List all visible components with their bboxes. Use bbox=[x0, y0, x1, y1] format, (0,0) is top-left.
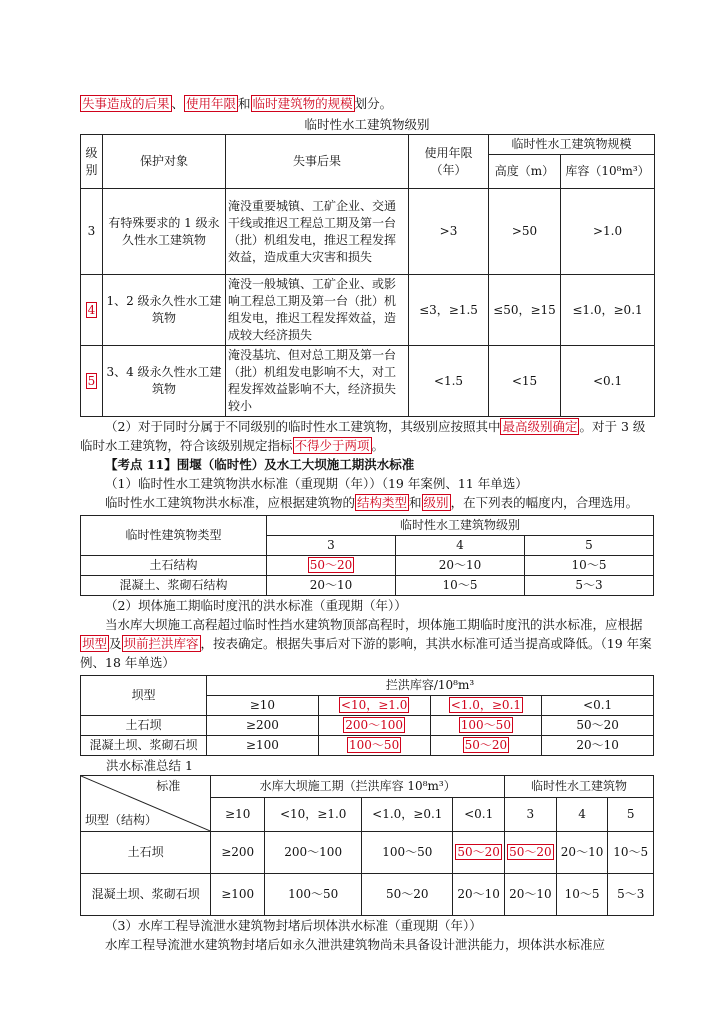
paragraph-4: 临时性水工建筑物洪水标准，应根据建筑物的 结构类型 和 级别 ，在下列表的幅度内，合理选用。 bbox=[105, 495, 639, 510]
table-row: 5 3、4 级永久性水工建筑物 淹没基坑、但对总工期及第一台（批）机组发电影响不大，对工程发挥效益影响不大，经济损失较小 <1.5 <15 <0.1 bbox=[81, 346, 655, 417]
table-row: 3 有特殊要求的 1 级永久性水工建筑物 淹没重要城镇、工矿企业、交通干线或推迟工程总工期及第一台（批）机组发电，推迟工程发挥效益，造成重大灾害和损失 >3 >50 >1.0 bbox=[81, 189, 655, 275]
table-row: 土石坝 ≥200 200～100 100～50 50～20 50～20 20～10 10～5 bbox=[81, 832, 654, 874]
col-protect: 保护对象 bbox=[103, 135, 226, 189]
paragraph-5: （2）坝体施工期临时度汛的洪水标准（重现期（年）） bbox=[105, 598, 407, 613]
diagonal-header: 标准 坝型（结构） bbox=[81, 776, 211, 832]
col-level: 级别 bbox=[81, 135, 103, 189]
col-years: 使用年限（年） bbox=[409, 135, 489, 189]
paragraph-3: （1）临时性水工建筑物洪水标准（重现期（年））（19 年案例、11 年单选） bbox=[105, 476, 528, 491]
dam-flood-table: 坝型 拦洪库容/10⁸m³ ≥10 <10，≥1.0 <1.0，≥0.1 <0.1 土石坝 ≥200 200～100 100～50 50～20 混凝土坝、浆砌石坝 ≥100 100～50 50～20 20～10 bbox=[80, 675, 654, 756]
intro-line: 失事造成的后果 、 使用年限 和 临时建筑物的规模 划分。 bbox=[82, 96, 393, 111]
table-row: 土石坝 ≥200 200～100 100～50 50～20 bbox=[81, 716, 654, 736]
table-row: 土石结构 50～20 20～10 10～5 bbox=[81, 556, 654, 576]
col-consequence: 失事后果 bbox=[226, 135, 409, 189]
table-row: 混凝土坝、浆砌石坝 ≥100 100～50 50～20 20～10 20～10 10～5 5～3 bbox=[81, 874, 654, 916]
table1-caption: 临时性水工建筑物级别 bbox=[304, 117, 430, 132]
table-row: 混凝土、浆砌石结构 20～10 10～5 5～3 bbox=[81, 576, 654, 596]
level-4-highlight: 4 bbox=[87, 302, 96, 317]
flood-standard-table: 临时性建筑物类型 临时性水工建筑物级别 3 4 5 土石结构 50～20 20～10 10～5 混凝土、浆砌石结构 20～10 10～5 5～3 bbox=[80, 515, 654, 596]
highlight-consequence: 失事造成的后果 bbox=[82, 96, 170, 111]
temp-building-level-table bbox=[80, 134, 655, 417]
level-5-highlight: 5 bbox=[87, 373, 96, 388]
flood-summary-table: 标准 坝型（结构） 水库大坝施工期（拦洪库容 10⁸m³） 临时性水工建筑物 ≥10 <10，≥1.0 <1.0，≥0.1 <0.1 3 4 5 土石坝 ≥200 200～100 100～50 50～20 50～20 20～10 10～5 混凝土坝、浆砌石坝 ≥100 100～50 50～20 20～10 20～10 10～5 5～3 bbox=[80, 775, 654, 916]
col-scale: 临时性水工建筑物规模 bbox=[489, 135, 655, 155]
paragraph-6: 当水库大坝施工高程超过临时性挡水建筑物顶部高程时，坝体施工期临时度汛的洪水标准，应根据坝型 及 坝前拦洪库容 ，按表确定。根据失事后对下游的影响，其洪水标准可适当提高或降低。（19 年案例、18 年单选） bbox=[80, 617, 652, 670]
table-row: 4 1、2 级永久性水工建筑物 淹没一般城镇、工矿企业、或影响工程总工期及第一台（批）机组发电，推迟工程发挥效益，造成较大经济损失 ≤3，≥1.5 ≤50，≥15 ≤1.0，≥0.1 bbox=[81, 275, 655, 346]
highlight-scale: 临时建筑物的规模 bbox=[252, 96, 353, 111]
paragraph-8: 水库工程导流泄水建筑物封堵后如永久泄洪建筑物尚未具备设计泄洪能力，坝体洪水标准应 bbox=[105, 937, 606, 952]
col-capacity: 库容（10⁸m³） bbox=[561, 155, 655, 189]
highlight-years: 使用年限 bbox=[186, 96, 237, 111]
section-heading-11: 【考点 11】围堰（临时性）及水工大坝施工期洪水标准 bbox=[105, 457, 415, 472]
col-height: 高度（m） bbox=[489, 155, 561, 189]
paragraph-7: （3）水库工程导流泄水建筑物封堵后坝体洪水标准（重现期（年）） bbox=[105, 918, 482, 933]
paragraph-2: （2）对于同时分属于不同级别的临时性水工建筑物，其级别应按照其中 最高级别确定 。对于 3 级临时水工建筑物，符合该级别规定指标 不得少于两项 。 bbox=[80, 419, 646, 453]
summary-caption: 洪水标准总结 1 bbox=[106, 758, 193, 773]
document-page bbox=[80, 94, 654, 954]
table-row: 混凝土坝、浆砌石坝 ≥100 100～50 50～20 20～10 bbox=[81, 736, 654, 756]
